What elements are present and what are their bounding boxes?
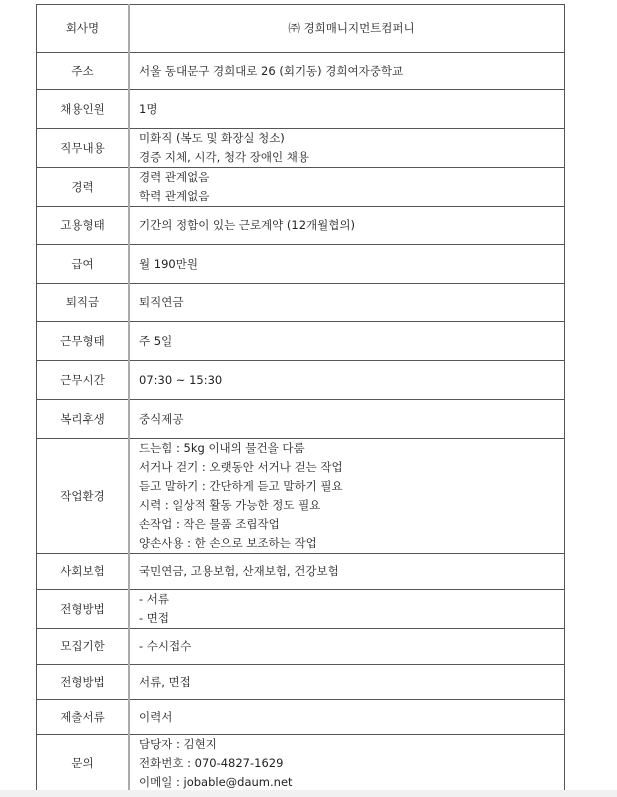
row-label: 근무형태 — [37, 322, 130, 361]
row-label: 제출서류 — [37, 700, 130, 735]
row-value — [129, 245, 565, 284]
row-value — [129, 665, 565, 700]
value-line: - 면접 — [139, 611, 170, 625]
table-row — [37, 439, 565, 554]
row-label: 전형방법 — [37, 590, 130, 629]
value-line: 손작업 : 작은 물품 조립작업 — [139, 517, 280, 531]
row-value — [129, 53, 565, 90]
table-row — [37, 284, 565, 322]
table-row — [37, 5, 565, 53]
table-row — [37, 665, 565, 700]
row-value — [129, 361, 565, 400]
row-value — [129, 554, 565, 590]
value-line: ㈜ 경희매니지먼트컴퍼니 — [288, 21, 415, 35]
row-value — [129, 400, 565, 439]
row-label: 작업환경 — [37, 439, 130, 554]
table-row — [37, 207, 565, 245]
row-label: 채용인원 — [37, 90, 130, 129]
value-line: - 수시접수 — [139, 639, 192, 653]
row-label: 복리후생 — [37, 400, 130, 439]
value-line: 양손사용 : 한 손으로 보조하는 작업 — [139, 536, 317, 550]
value-line: 기간의 정함이 있는 근로계약 (12개월협의) — [139, 218, 355, 232]
row-value — [129, 168, 565, 207]
value-line: 퇴직연금 — [139, 295, 184, 309]
row-value — [129, 439, 565, 554]
value-line: 국민연금, 고용보험, 산재보험, 건강보험 — [139, 564, 339, 578]
table-row — [37, 361, 565, 400]
table-row — [37, 245, 565, 284]
job-posting-table — [36, 4, 565, 793]
table-row — [37, 322, 565, 361]
page-footer-bar — [0, 790, 617, 797]
value-line: 서울 동대문구 경희대로 26 (회기동) 경희여자중학교 — [139, 63, 404, 78]
row-label: 회사명 — [37, 5, 130, 53]
value-line: 1명 — [139, 101, 158, 116]
row-value — [129, 700, 565, 735]
row-label: 모집기한 — [37, 629, 130, 665]
value-line: 이력서 — [139, 709, 173, 724]
row-label: 근무시간 — [37, 361, 130, 400]
row-label: 직무내용 — [37, 129, 130, 168]
value-line: 경증 지체, 시각, 청각 장애인 채용 — [139, 150, 310, 164]
value-line: 경력 관계없음 — [139, 170, 210, 184]
table-row — [37, 129, 565, 168]
value-line: 담당자 : 김현지 — [139, 737, 217, 751]
row-value — [129, 590, 565, 629]
row-label: 문의 — [37, 735, 130, 793]
table-row — [37, 53, 565, 90]
row-value — [129, 90, 565, 129]
row-value — [129, 735, 565, 793]
value-line: 서류, 면접 — [139, 674, 191, 689]
value-line: 전화번호 : 070-4827-1629 — [139, 756, 284, 770]
value-line: 중식제공 — [139, 411, 184, 426]
value-line: 학력 관계없음 — [139, 189, 210, 203]
table-row — [37, 90, 565, 129]
row-label: 퇴직금 — [37, 284, 130, 322]
value-line: - 서류 — [139, 592, 170, 606]
row-value — [129, 5, 565, 53]
table-row — [37, 590, 565, 629]
row-value — [129, 284, 565, 322]
value-line: 이메일 : jobable@daum.net — [139, 775, 293, 789]
value-line: 서거나 걷기 : 오랫동안 서거나 걷는 작업 — [139, 460, 343, 474]
table-row — [37, 629, 565, 665]
row-value — [129, 629, 565, 665]
row-value — [129, 129, 565, 168]
value-line: 미화직 (복도 및 화장실 청소) — [139, 131, 285, 145]
table-row — [37, 168, 565, 207]
row-label: 사회보험 — [37, 554, 130, 590]
table-row — [37, 735, 565, 793]
row-label: 급여 — [37, 245, 130, 284]
value-line: 드는힘 : 5kg 이내의 물건을 다룸 — [139, 441, 305, 455]
row-value — [129, 322, 565, 361]
row-label: 전형방법 — [37, 665, 130, 700]
value-line: 주 5일 — [139, 333, 173, 348]
row-label: 고용형태 — [37, 207, 130, 245]
table-row — [37, 700, 565, 735]
value-line: 월 190만원 — [139, 256, 198, 271]
row-label: 경력 — [37, 168, 130, 207]
row-value — [129, 207, 565, 245]
table-row — [37, 554, 565, 590]
table-row — [37, 400, 565, 439]
value-line: 듣고 말하기 : 간단하게 듣고 말하기 필요 — [139, 479, 343, 493]
value-line: 시력 : 일상적 활동 가능한 정도 필요 — [139, 498, 321, 512]
value-line: 07:30 ~ 15:30 — [139, 372, 223, 387]
row-label: 주소 — [37, 53, 130, 90]
